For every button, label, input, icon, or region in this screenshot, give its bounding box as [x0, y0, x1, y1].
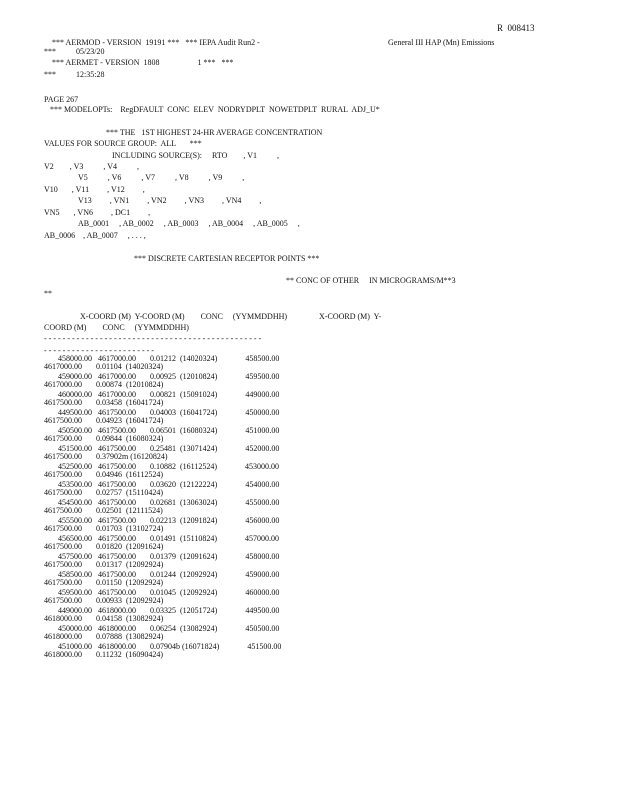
receptor-results	[44, 354, 374, 660]
source-list-line: V13 , VN1 , VN2 , VN3 , VN4 ,	[78, 196, 262, 205]
row-line-2: 4617500.00 0.04946 (16112524)	[44, 470, 164, 479]
table-row	[44, 624, 374, 642]
row-line-2: 4617500.00 0.09844 (16080324)	[44, 434, 164, 443]
row-line-1: 457500.00 4617500.00 0.01379 (12091624) 458000.00	[58, 552, 280, 561]
including-sources-line: INCLUDING SOURCE(S): RTO , V1 ,	[112, 151, 280, 160]
row-line-1: 459500.00 4617500.00 0.01045 (12092924) 460000.00	[58, 588, 280, 597]
row-line-2: 4618000.00 0.11232 (16090424)	[44, 650, 164, 659]
units-continuation: **	[44, 289, 52, 298]
row-line-1: 451500.00 4617500.00 0.25481 (13071424) 452000.00	[58, 444, 280, 453]
source-list-line: V2 , V3 , V4 ,	[44, 162, 140, 171]
row-line-1: 460000.00 4617000.00 0.00821 (15091024) 449000.00	[58, 390, 280, 399]
row-line-2: 4617500.00 0.04923 (16041724)	[44, 416, 164, 425]
row-line-1: 455500.00 4617500.00 0.02213 (12091824) 456000.00	[58, 516, 280, 525]
row-line-1: 451000.00 4618000.00 0.07904b (16071824) 451500.00	[58, 642, 282, 651]
table-row	[44, 516, 374, 534]
table-row	[44, 354, 374, 372]
row-line-1: 456500.00 4617500.00 0.01491 (15110824) 457000.00	[58, 534, 280, 543]
row-line-2: 4617500.00 0.00933 (12092924)	[44, 596, 164, 605]
row-line-1: 453500.00 4617500.00 0.03620 (12122224) 454000.00	[58, 480, 280, 489]
row-line-1: 458500.00 4617500.00 0.01244 (12092924) 459000.00	[58, 570, 280, 579]
row-line-2: 4618000.00 0.07888 (13082924)	[44, 632, 164, 641]
table-row	[44, 642, 374, 660]
row-line-2: 4617500.00 0.03458 (16041724)	[44, 398, 164, 407]
table-row	[44, 534, 374, 552]
row-line-1: 450500.00 4617500.00 0.06501 (16080324) 451000.00	[58, 426, 280, 435]
table-row	[44, 552, 374, 570]
table-row	[44, 408, 374, 426]
table-row	[44, 498, 374, 516]
header-line-1: *** AERMOD - VERSION 19191 *** *** IEPA Audit Run2 -	[52, 38, 260, 47]
page-number: PAGE 267	[44, 95, 79, 104]
model-options: *** MODELOPTs: RegDFAULT CONC ELEV NODRYDPLT NOWETDPLT RURAL ADJ_U*	[50, 105, 380, 114]
row-line-2: 4617500.00 0.01703 (13102724)	[44, 524, 164, 533]
table-row	[44, 462, 374, 480]
concentration-title: *** THE 1ST HIGHEST 24-HR AVERAGE CONCENTRATION	[106, 128, 323, 137]
table-row	[44, 570, 374, 588]
table-row	[44, 426, 374, 444]
row-line-1: 449000.00 4618000.00 0.03325 (12051724) 449500.00	[58, 606, 280, 615]
row-line-2: 4617500.00 0.01150 (12092924)	[44, 578, 164, 587]
row-line-1: 450000.00 4618000.00 0.06254 (13082924) 450500.00	[58, 624, 280, 633]
header-line-2: *** 05/23/20	[44, 47, 105, 56]
source-list-line: AB_0006 , AB_0007 , . . . ,	[44, 231, 146, 240]
table-row	[44, 588, 374, 606]
table-row	[44, 372, 374, 390]
column-header-line-1: X-COORD (M) Y-COORD (M) CONC (YYMMDDHH) X-COORD (M) Y-	[80, 312, 382, 321]
row-line-2: 4617500.00 0.02501 (12111524)	[44, 506, 163, 515]
row-line-2: 4617500.00 0.02757 (15110424)	[44, 488, 164, 497]
row-line-2: 4617000.00 0.01104 (14020324)	[44, 362, 164, 371]
source-group-line: VALUES FOR SOURCE GROUP: ALL ***	[44, 139, 202, 148]
table-row	[44, 444, 374, 462]
row-line-1: 458000.00 4617000.00 0.01212 (14020324) 458500.00	[58, 354, 280, 363]
source-list-line: V10 , V11 , V12 ,	[44, 185, 145, 194]
column-header-line-2: COORD (M) CONC (YYMMDDHH)	[44, 323, 189, 332]
row-line-2: 4617500.00 0.01317 (12092924)	[44, 560, 164, 569]
row-line-2: 4617000.00 0.00874 (12010824)	[44, 380, 164, 389]
receptor-section-title: *** DISCRETE CARTESIAN RECEPTOR POINTS ***	[134, 254, 320, 263]
source-list-line: VN5 , VN6 , DC1 ,	[44, 208, 151, 217]
row-line-1: 452500.00 4617500.00 0.10882 (16112524) 453000.00	[58, 462, 280, 471]
row-line-2: 4617500.00 0.01820 (12091624)	[44, 542, 164, 551]
header-line-4: *** 12:35:28	[44, 70, 105, 79]
header-run-title: General III HAP (Mn) Emissions	[388, 38, 495, 47]
document-stamp: R 008413	[497, 23, 535, 33]
source-list-line: V5 , V6 , V7 , V8 , V9 ,	[78, 173, 245, 182]
units-line: ** CONC OF OTHER IN MICROGRAMS/M**3	[286, 276, 456, 285]
row-line-1: 454500.00 4617500.00 0.02681 (13063024) 455000.00	[58, 498, 280, 507]
table-row	[44, 480, 374, 498]
row-line-1: 449500.00 4617500.00 0.04003 (16041724) 450000.00	[58, 408, 280, 417]
source-list-line: AB_0001 , AB_0002 , AB_0003 , AB_0004 , AB_0005 ,	[78, 219, 300, 228]
header-line-3: *** AERMET - VERSION 1808 1 *** ***	[52, 58, 234, 67]
row-line-2: 4617500.00 0.37902m (16120824)	[44, 452, 168, 461]
dash-separator: - - - - - - - - - - - - - - - - - - - - - - - -	[44, 346, 154, 355]
table-row	[44, 390, 374, 408]
row-line-1: 459000.00 4617000.00 0.00925 (12010824) 459500.00	[58, 372, 280, 381]
row-line-2: 4618000.00 0.04158 (13082924)	[44, 614, 164, 623]
table-row	[44, 606, 374, 624]
dash-separator: - - - - - - - - - - - - - - - - - - - - - - - - - - - - - - - - - - - - - - - - - - - - - - -	[44, 334, 262, 343]
